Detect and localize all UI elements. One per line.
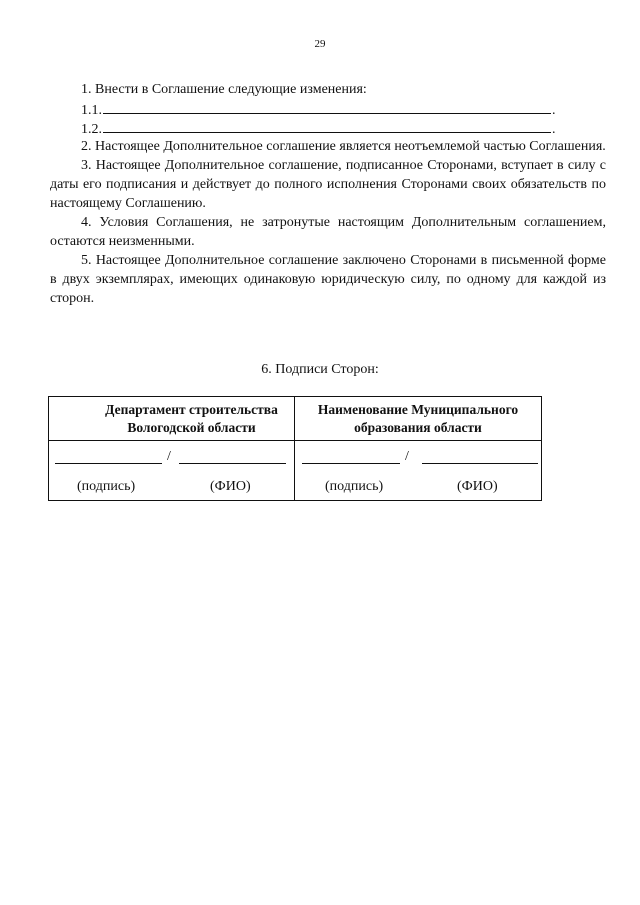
clause-1-2-period: . bbox=[552, 122, 556, 137]
left-signature-caption: (подпись) bbox=[77, 479, 136, 494]
right-signature-caption: (подпись) bbox=[325, 479, 384, 494]
clause-1-1-blank-line bbox=[103, 99, 551, 114]
right-signature-line bbox=[302, 463, 400, 464]
document-body bbox=[50, 80, 606, 308]
clause-5: 5. Настоящее Дополнительное соглашение заключено Сторонами в письменной форме в двух экземплярах, имеющих одинаковую юридическую силу, по одному для каждой из сторон. bbox=[50, 253, 606, 306]
left-name-caption: (ФИО) bbox=[210, 479, 251, 494]
page-number: 29 bbox=[314, 38, 326, 50]
signatures-table bbox=[48, 396, 542, 501]
clause-1-1-number: 1.1. bbox=[81, 103, 102, 118]
clause-1-2-number: 1.2. bbox=[81, 122, 102, 137]
signature-column-right bbox=[295, 397, 541, 500]
right-slash: / bbox=[405, 449, 409, 464]
clause-1-2 bbox=[50, 118, 606, 137]
right-party-name: Наименование Муниципального образования области bbox=[295, 397, 541, 441]
left-slash: / bbox=[167, 449, 171, 464]
clause-4: 4. Условия Соглашения, не затронутые настоящим Дополнительным соглашением, остаются неизменными. bbox=[50, 215, 606, 249]
signature-column-left bbox=[49, 397, 295, 500]
left-name-line bbox=[179, 463, 286, 464]
clause-1-2-blank-line bbox=[103, 118, 551, 133]
clause-1: 1. Внести в Соглашение следующие изменения: bbox=[81, 82, 367, 97]
left-party-name: Департамент строительства Вологодской области bbox=[49, 397, 294, 441]
right-name-caption: (ФИО) bbox=[457, 479, 498, 494]
signatures-heading: 6. Подписи Сторон: bbox=[261, 362, 379, 377]
right-signature-lines bbox=[295, 449, 541, 467]
left-signature-line bbox=[55, 463, 162, 464]
clause-1-1 bbox=[50, 99, 606, 118]
clause-3: 3. Настоящее Дополнительное соглашение, подписанное Сторонами, вступает в силу с даты его подписания и действует до полного исполнения Сторонами своих обязательств по настоящему Соглашению. bbox=[50, 158, 606, 211]
clause-1-1-period: . bbox=[552, 103, 556, 118]
clause-2: 2. Настоящее Дополнительное соглашение является неотъемлемой частью Соглашения. bbox=[81, 139, 606, 154]
right-name-line bbox=[422, 463, 538, 464]
left-signature-lines bbox=[49, 449, 294, 467]
